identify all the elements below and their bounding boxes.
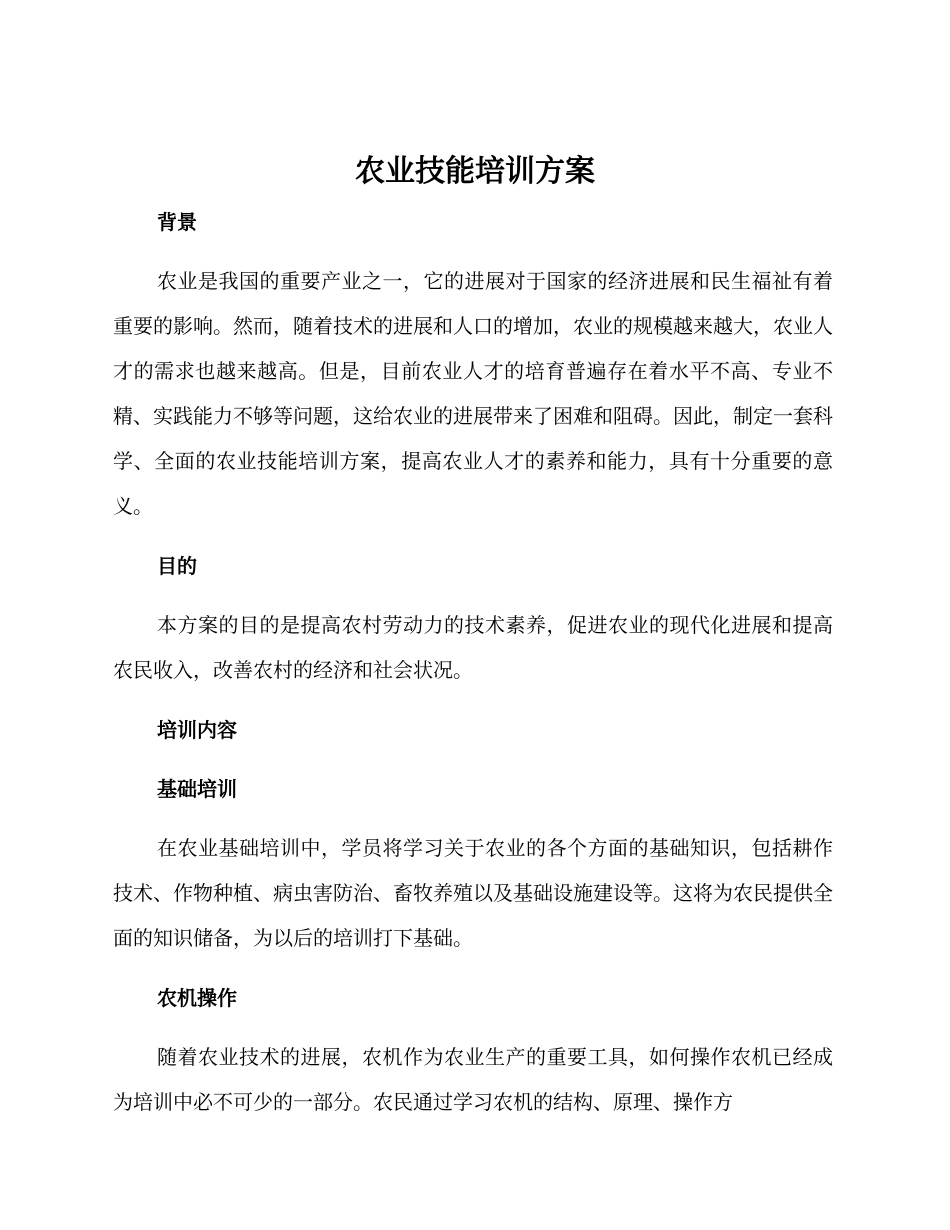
section-paragraph-machinery: 随着农业技术的进展，农机作为农业生产的重要工具，如何操作农机已经成为培训中必不可少的一部分。农民通过学习农机的结构、原理、操作方 [113, 1045, 833, 1114]
section-heading-training-content: 培训内容 [157, 718, 237, 742]
document-title: 农业技能培训方案 [355, 154, 595, 189]
section-heading-machinery: 农机操作 [157, 986, 237, 1010]
section-heading-basic-training: 基础培训 [157, 777, 237, 801]
section-paragraph-basic-training: 在农业基础培训中，学员将学习关于农业的各个方面的基础知识，包括耕作技术、作物种植、病虫害防治、畜牧养殖以及基础设施建设等。这将为农民提供全面的知识储备，为以后的培训打下基础。 [113, 836, 833, 950]
section-paragraph-purpose: 本方案的目的是提高农村劳动力的技术素养，促进农业的现代化进展和提高农民收入，改善农村的经济和社会状况。 [113, 613, 833, 682]
document-body [113, 200, 833, 1140]
section-heading-background: 背景 [157, 210, 197, 234]
section-paragraph-background: 农业是我国的重要产业之一，它的进展对于国家的经济进展和民生福祉有着重要的影响。然而，随着技术的进展和人口的增加，农业的规模越来越大，农业人才的需求也越来越高。但是，目前农业人才的培育普遍存在着水平不高、专业不精、实践能力不够等问题，这给农业的进展带来了困难和阻碍。因此，制定一套科学、全面的农业技能培训方案，提高农业人才的素养和能力，具有十分重要的意义。 [113, 269, 833, 518]
section-heading-purpose: 目的 [157, 554, 197, 578]
